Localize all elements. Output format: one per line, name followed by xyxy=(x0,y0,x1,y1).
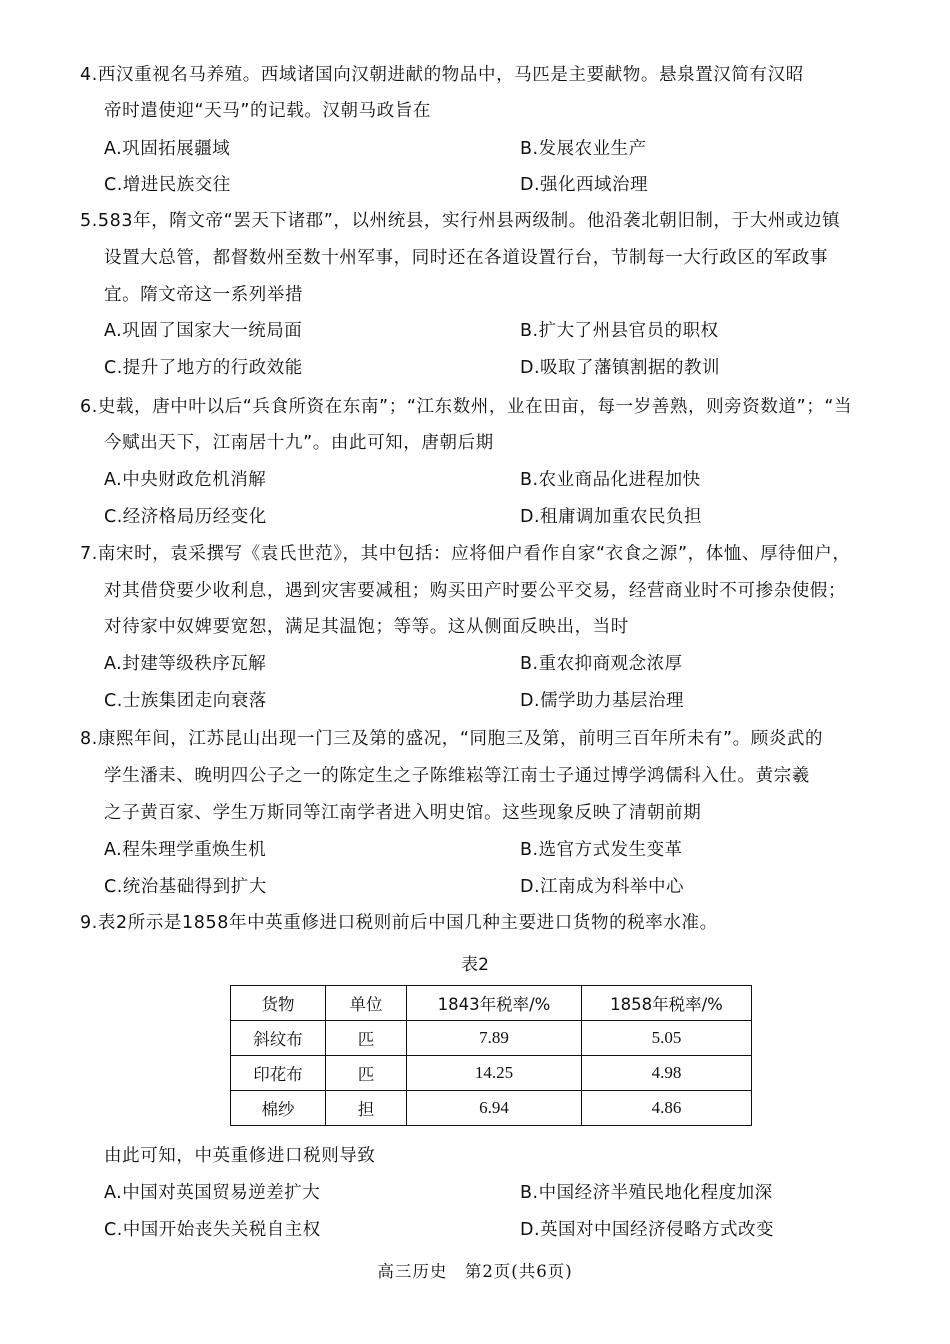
table-header-cell: 1843年税率/% xyxy=(407,986,582,1021)
q7-option-d: D.儒学助力基层治理 xyxy=(520,691,685,711)
q4-option-b: B.发展农业生产 xyxy=(520,139,647,159)
q9-option-a: A.中国对英国贸易逆差扩大 xyxy=(104,1183,321,1203)
q6-option-d: D.租庸调加重农民负担 xyxy=(520,507,703,527)
q7-stem-line-1: 7.南宋时，袁采撰写《袁氏世范》，其中包括：应将佃户看作自家“衣食之源”，体恤、厚待佃户， xyxy=(80,544,851,564)
q6-option-b: B.农业商品化进程加快 xyxy=(520,470,701,490)
q9-option-d: D.英国对中国经济侵略方式改变 xyxy=(520,1220,775,1240)
table-cell-rate-1858: 4.86 xyxy=(582,1091,752,1126)
q6-option-a: A.中央财政危机消解 xyxy=(104,470,267,490)
q7-option-b: B.重农抑商观念浓厚 xyxy=(520,654,683,674)
q7-option-a: A.封建等级秩序瓦解 xyxy=(104,654,267,674)
q8-option-b: B.选官方式发生变革 xyxy=(520,840,683,860)
table-cell-rate-1843: 14.25 xyxy=(407,1056,582,1091)
table-cell-rate-1858: 4.98 xyxy=(582,1056,752,1091)
tariff-table xyxy=(230,985,752,1126)
q5-stem-line-2: 设置大总管，都督数州至数十州军事，同时还在各道设置行台，节制每一大行政区的军政事 xyxy=(104,248,828,268)
table-cell-goods: 斜纹布 xyxy=(231,1021,326,1056)
q5-stem-line-3: 宜。隋文帝这一系列举措 xyxy=(104,285,304,305)
table-cell-unit: 匹 xyxy=(326,1021,407,1056)
table-caption: 表2 xyxy=(461,955,489,975)
table-header-cell: 单位 xyxy=(326,986,407,1021)
q9-stem-after: 由此可知，中英重修进口税则导致 xyxy=(104,1146,376,1166)
q9-option-b: B.中国经济半殖民地化程度加深 xyxy=(520,1183,773,1203)
table-header-cell: 货物 xyxy=(231,986,326,1021)
table-row xyxy=(231,1021,752,1056)
table-cell-rate-1843: 7.89 xyxy=(407,1021,582,1056)
q4-option-c: C.增进民族交往 xyxy=(104,175,231,195)
q9-option-c: C.中国开始丧失关税自主权 xyxy=(104,1220,321,1240)
q7-stem-line-3: 对待家中奴婢要宽恕，满足其温饱；等等。这从侧面反映出，当时 xyxy=(104,617,629,637)
q5-stem-line-1: 5.583年，隋文帝“罢天下诸郡”，以州统县，实行州县两级制。他沿袭北朝旧制，于大州或边镇 xyxy=(80,211,841,231)
table-cell-goods: 棉纱 xyxy=(231,1091,326,1126)
table-row xyxy=(231,1056,752,1091)
q7-option-c: C.士族集团走向衰落 xyxy=(104,691,267,711)
q4-option-a: A.巩固拓展疆域 xyxy=(104,139,231,159)
q4-stem-line-1: 4.西汉重视名马养殖。西域诸国向汉朝进献的物品中，马匹是主要献物。悬泉置汉简有汉昭 xyxy=(80,65,804,85)
table-cell-rate-1843: 6.94 xyxy=(407,1091,582,1126)
q9-stem-line-1: 9.表2所示是1858年中英重修进口税则前后中国几种主要进口货物的税率水准。 xyxy=(80,913,718,933)
q8-option-a: A.程朱理学重焕生机 xyxy=(104,840,267,860)
q8-stem-line-3: 之子黄百家、学生万斯同等江南学者进入明史馆。这些现象反映了清朝前期 xyxy=(104,803,702,823)
table-cell-rate-1858: 5.05 xyxy=(582,1021,752,1056)
q8-stem-line-2: 学生潘耒、晚明四公子之一的陈定生之子陈维崧等江南士子通过博学鸿儒科入仕。黄宗羲 xyxy=(104,766,810,786)
q5-option-b: B.扩大了州县官员的职权 xyxy=(520,321,719,341)
q5-option-c: C.提升了地方的行政效能 xyxy=(104,358,303,378)
table-header-row xyxy=(231,986,752,1021)
q6-option-c: C.经济格局历经变化 xyxy=(104,507,267,527)
q5-option-a: A.巩固了国家大一统局面 xyxy=(104,321,303,341)
q6-stem-line-1: 6.史载，唐中叶以后“兵食所资在东南”；“江东数州，业在田亩，每一岁善熟，则旁资数道”；“当 xyxy=(80,397,853,417)
table-cell-unit: 担 xyxy=(326,1091,407,1126)
q4-option-d: D.强化西域治理 xyxy=(520,175,649,195)
q8-option-d: D.江南成为科举中心 xyxy=(520,877,685,897)
page-footer: 高三历史 第2页(共6页) xyxy=(377,1262,573,1281)
table-cell-goods: 印花布 xyxy=(231,1056,326,1091)
q5-option-d: D.吸取了藩镇割据的教训 xyxy=(520,358,721,378)
table-header-cell: 1858年税率/% xyxy=(582,986,752,1021)
q8-option-c: C.统治基础得到扩大 xyxy=(104,877,267,897)
table-cell-unit: 匹 xyxy=(326,1056,407,1091)
table-row xyxy=(231,1091,752,1126)
q7-stem-line-2: 对其借贷要少收利息，遇到灾害要减租；购买田产时要公平交易，经营商业时不可掺杂使假； xyxy=(104,581,847,601)
q8-stem-line-1: 8.康熙年间，江苏昆山出现一门三及第的盛况，“同胞三及第，前明三百年所未有”。顾炎武的 xyxy=(80,729,824,749)
q6-stem-line-2: 今赋出天下，江南居十九”。由此可知，唐朝后期 xyxy=(104,433,494,453)
q4-stem-line-2: 帝时遣使迎“天马”的记载。汉朝马政旨在 xyxy=(104,101,432,121)
